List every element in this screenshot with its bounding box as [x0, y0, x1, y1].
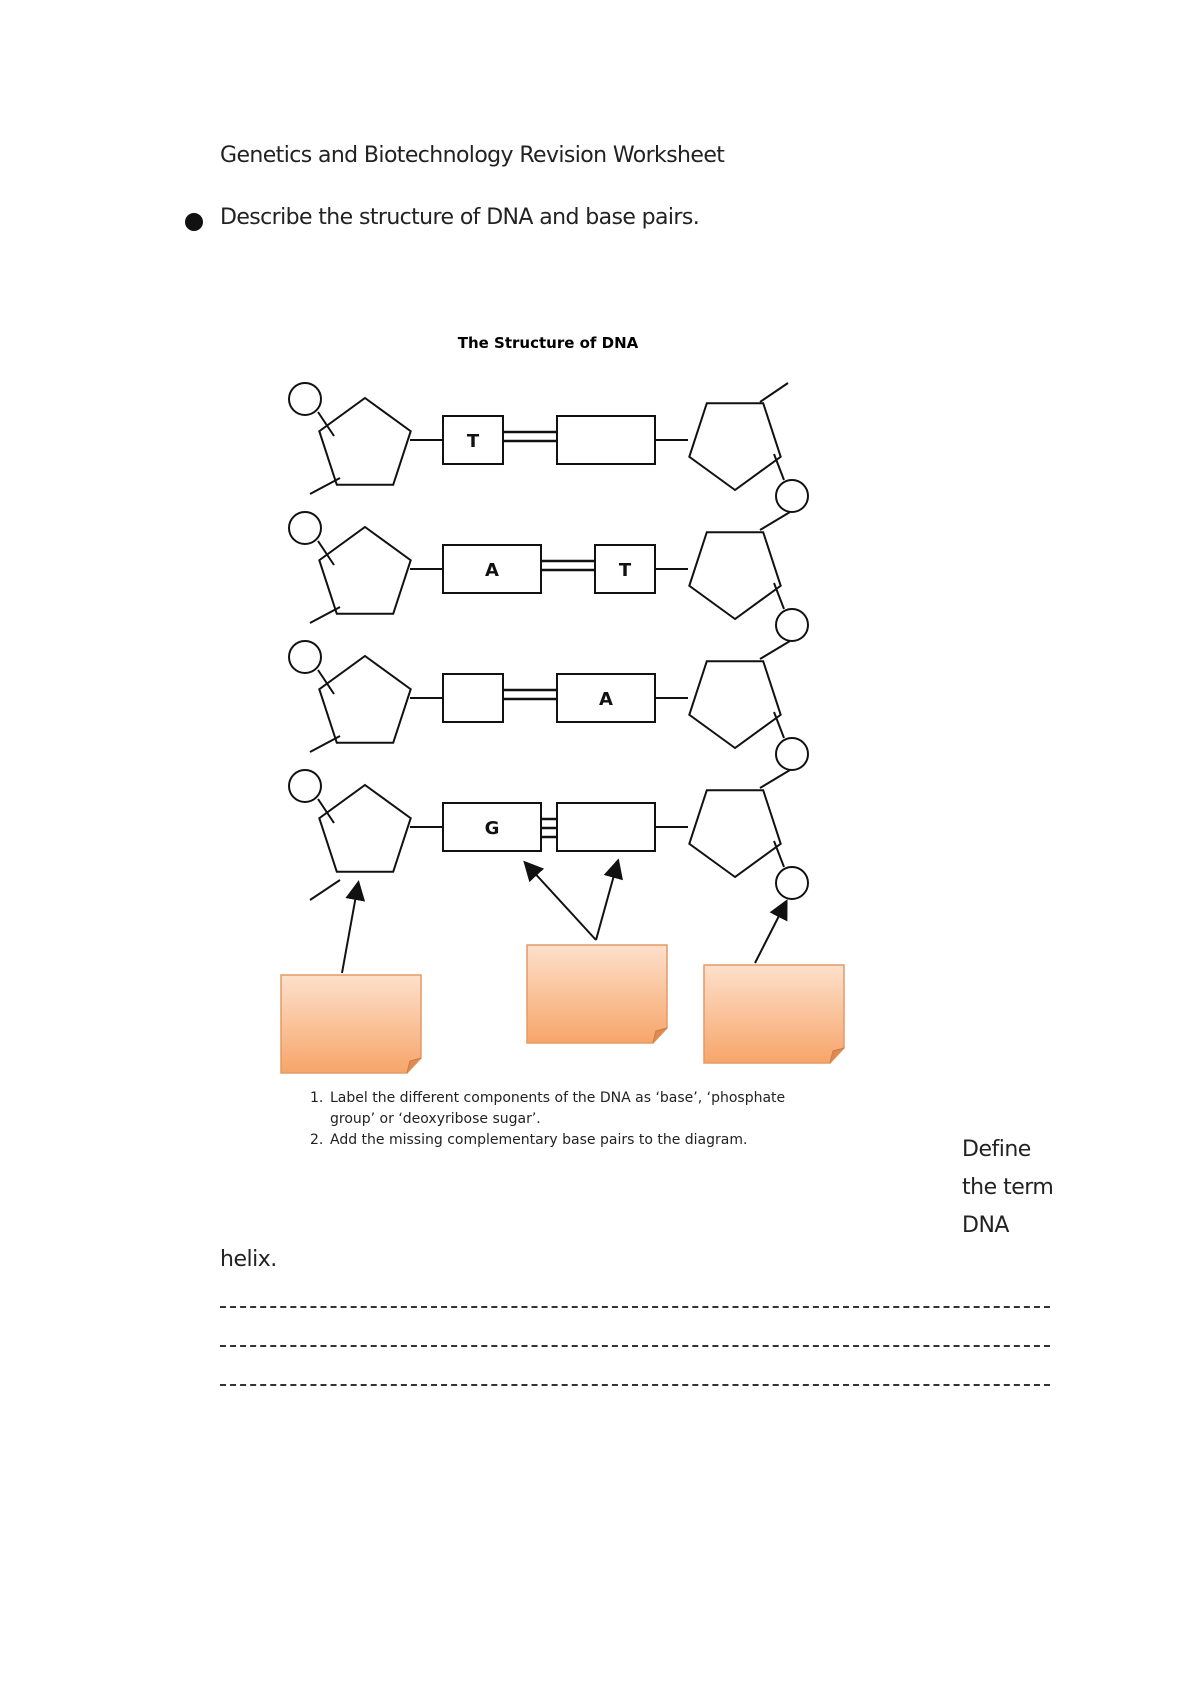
base-letter-left: G [484, 818, 500, 839]
sugar-pentagon-left [319, 398, 410, 485]
label-box-sugar[interactable] [281, 975, 421, 1073]
sugar-pentagon-right [689, 403, 780, 490]
phosphate-circle-left [289, 383, 321, 415]
base-letter-right: T [618, 560, 632, 581]
question-1-text: Describe the structure of DNA and base pairs. [220, 205, 700, 230]
base-letter-right: A [599, 689, 613, 710]
backbone-link [760, 512, 790, 530]
base-letter-left: A [485, 560, 499, 581]
instruction-1-cont: group’ or ‘deoxyribose sugar’. [330, 1111, 541, 1127]
phosphate-circle-right [776, 738, 808, 770]
diagram-title: The Structure of DNA [457, 334, 639, 352]
question-2-line-2: the term [962, 1175, 1054, 1200]
phosphate-circle-left [289, 512, 321, 544]
sugar-pentagon-left [319, 785, 410, 872]
arrow-to-phosphate [755, 908, 783, 963]
base-box-left [443, 674, 503, 722]
sugar-pentagon-right [689, 532, 780, 619]
question-2-line-4: helix. [220, 1247, 277, 1272]
diagram-instructions [310, 1088, 785, 1151]
phosphate-circle-right [776, 480, 808, 512]
backbone-link [310, 607, 340, 623]
worksheet-title: Genetics and Biotechnology Revision Worksheet [220, 143, 725, 168]
question-2-line-3: DNA [962, 1213, 1009, 1238]
sugar-pentagon-left [319, 527, 410, 614]
sugar-pentagon-right [689, 661, 780, 748]
base-box-right [557, 416, 655, 464]
phosphate-circle-right [776, 609, 808, 641]
question-2 [962, 1131, 1053, 1245]
backbone-link [760, 770, 790, 788]
arrow-to-base-right [596, 868, 616, 940]
backbone-link [310, 478, 340, 494]
label-box-phosphate[interactable] [704, 965, 844, 1063]
sugar-pentagon-left [319, 656, 410, 743]
arrow-to-base-left [530, 868, 596, 940]
arrow-to-sugar [342, 890, 357, 973]
base-letter-left: T [466, 431, 480, 452]
label-box-base[interactable] [527, 945, 667, 1043]
answer-line-1[interactable] [220, 1306, 1050, 1308]
instruction-2: 2. Add the missing complementary base pairs to the diagram. [310, 1132, 748, 1148]
answer-line-3[interactable] [220, 1384, 1050, 1386]
answer-line-2[interactable] [220, 1345, 1050, 1347]
backbone-link [310, 736, 340, 752]
phosphate-circle-left [289, 770, 321, 802]
phosphate-circle-right [776, 867, 808, 899]
backbone-link [760, 641, 790, 659]
strand-end-bottom [310, 880, 340, 900]
strand-end-top [760, 383, 788, 402]
sugar-pentagon-right [689, 790, 780, 877]
instruction-1: 1. Label the different components of the DNA as ‘base’, ‘phosphate [310, 1090, 786, 1106]
question-2-line-1: Define [962, 1137, 1031, 1162]
phosphate-circle-left [289, 641, 321, 673]
base-box-right [557, 803, 655, 851]
